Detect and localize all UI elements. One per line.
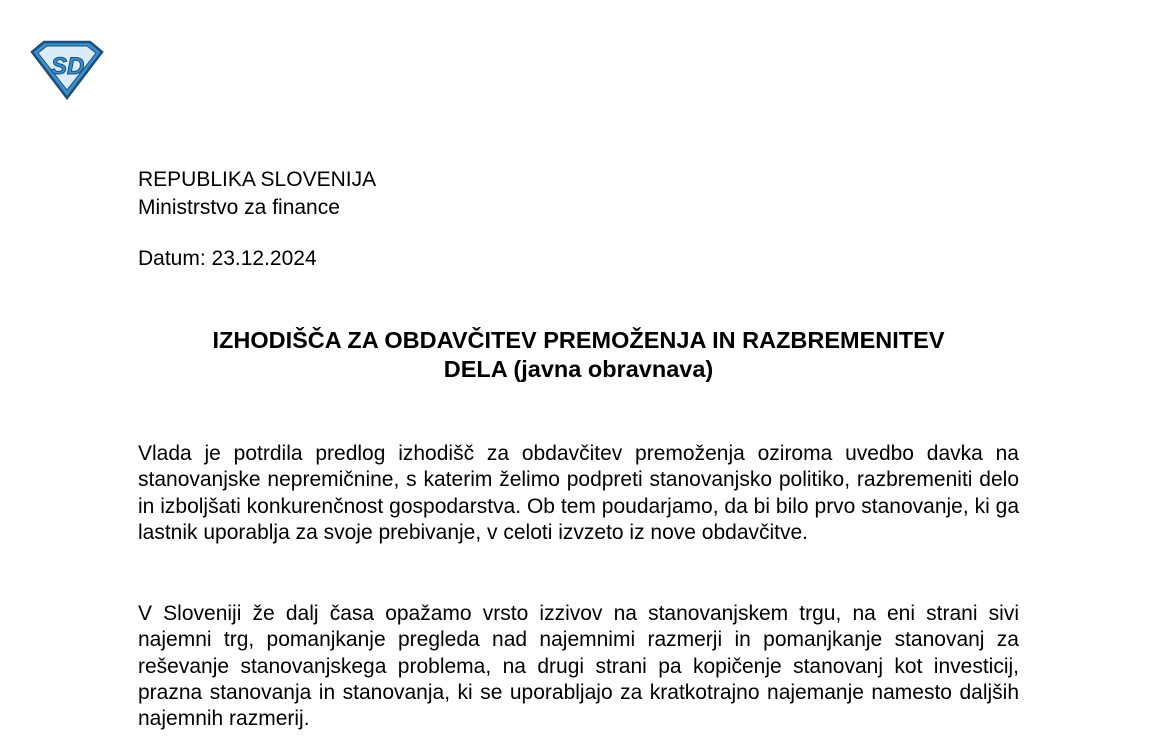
title-line-1: IZHODIŠČA ZA OBDAVČITEV PREMOŽENJA IN RAZBREMENITEV [212, 327, 945, 353]
sd-logo [30, 40, 104, 100]
paragraph-1: Vlada je potrdila predlog izhodišč za obdavčitev premoženja oziroma uvedbo davka na stanovanjske nepremičnine, s katerim želimo podpreti stanovanjsko politiko, razbremeniti delo in izboljšati konkurenčnost gospodarstva. Ob tem poudarjamo, da bi bilo prvo stanovanje, ki ga lastnik uporablja za svoje prebivanje, v celoti izvzeto iz nove obdavčitve. [138, 442, 1019, 544]
title-line-2: DELA (javna obravnava) [443, 356, 714, 382]
country-name: REPUBLIKA SLOVENIJA [138, 168, 377, 191]
paragraph-2: V Sloveniji že dalj časa opažamo vrsto izzivov na stanovanjskem trgu, na eni strani sivi najemni trg, pomanjkanje pregleda nad najemnimi razmerji in pomanjkanje stanovanj za reševanje stanovanjskega problema, na drugi strani pa kopičenje stanovanj kot investicij, prazna stanovanja in stanovanja, ki se uporabljajo za kratkotrajno najemanje namesto daljših najemnih razmerij. [138, 602, 1019, 731]
document-header [138, 166, 376, 222]
sd-diamond-logo-icon [30, 40, 104, 100]
document-date: Datum: 23.12.2024 [138, 247, 317, 270]
document-title [138, 326, 1019, 384]
ministry-name: Ministrstvo za finance [138, 196, 340, 219]
logo-letters: SD [51, 53, 85, 80]
